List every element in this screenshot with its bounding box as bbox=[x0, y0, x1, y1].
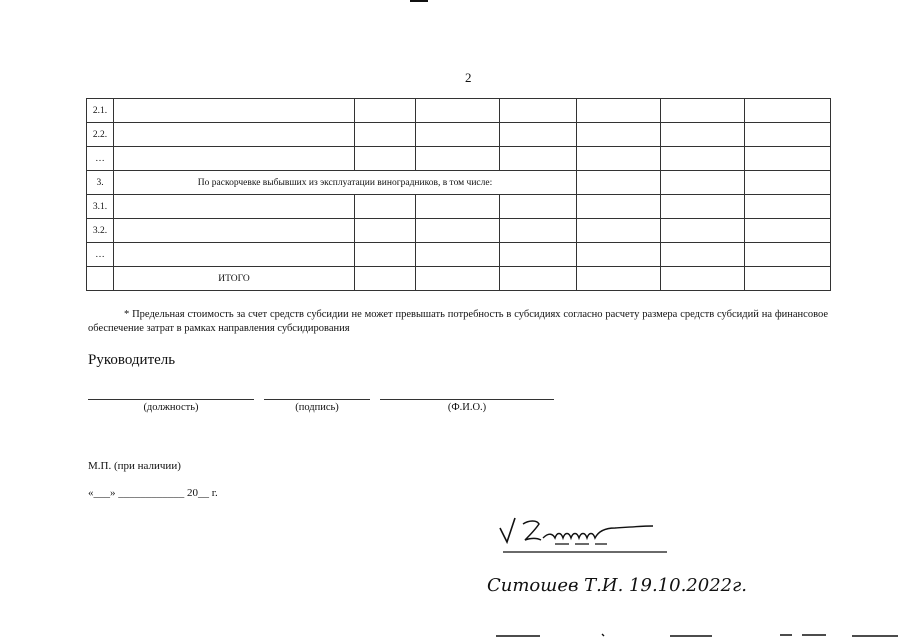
table-cell bbox=[416, 99, 500, 123]
footnote: * Предельная стоимость за счет средств субсидии не может превышать потребность в субсидиях согласно расчету размера средств субсидий на финансовое обеспечение затрат в рамках направления субсидирования bbox=[88, 309, 828, 334]
total-label: ИТОГО bbox=[114, 267, 355, 291]
table-cell bbox=[500, 123, 577, 147]
row-number: … bbox=[87, 147, 114, 171]
table-cell bbox=[745, 219, 831, 243]
table-cell bbox=[745, 147, 831, 171]
row-label bbox=[114, 123, 355, 147]
table-row bbox=[87, 123, 831, 147]
table-cell bbox=[661, 147, 745, 171]
bottom-edge-marks bbox=[490, 628, 905, 640]
table-cell bbox=[416, 195, 500, 219]
table-cell bbox=[745, 195, 831, 219]
table-cell bbox=[416, 267, 500, 291]
table-cell bbox=[745, 123, 831, 147]
row-number: 2.2. bbox=[87, 123, 114, 147]
table-cell bbox=[577, 219, 661, 243]
stamp-placeholder: М.П. (при наличии) bbox=[88, 460, 181, 472]
table-cell bbox=[661, 99, 745, 123]
table-cell bbox=[355, 123, 416, 147]
handwritten-signature bbox=[495, 510, 675, 560]
table-cell bbox=[745, 267, 831, 291]
heading-director: Руководитель bbox=[88, 352, 176, 368]
table-cell bbox=[661, 171, 745, 195]
table-cell bbox=[577, 267, 661, 291]
table-cell bbox=[661, 219, 745, 243]
signature-label: (подпись) bbox=[295, 402, 339, 413]
table-cell bbox=[661, 123, 745, 147]
position-label: (должность) bbox=[143, 402, 199, 413]
row-number bbox=[87, 267, 114, 291]
table-cell bbox=[577, 195, 661, 219]
top-edge-mark bbox=[410, 0, 428, 2]
handwritten-note bbox=[485, 565, 755, 601]
table-row bbox=[87, 267, 831, 291]
row-label bbox=[114, 195, 355, 219]
table-cell bbox=[500, 219, 577, 243]
table-cell bbox=[500, 147, 577, 171]
row-label bbox=[114, 147, 355, 171]
table-cell bbox=[577, 147, 661, 171]
position-line bbox=[88, 399, 254, 400]
table-cell bbox=[745, 171, 831, 195]
name-label: (Ф.И.О.) bbox=[447, 402, 487, 413]
table-cell bbox=[500, 267, 577, 291]
table-cell bbox=[500, 195, 577, 219]
subsidy-table bbox=[86, 98, 831, 291]
table-cell bbox=[577, 243, 661, 267]
table-cell bbox=[416, 219, 500, 243]
section-label: По раскорчевке выбывших из эксплуатации виноградников, в том числе: bbox=[114, 171, 577, 195]
table-row bbox=[87, 147, 831, 171]
row-number: 3. bbox=[87, 171, 114, 195]
table-cell bbox=[500, 243, 577, 267]
table-cell bbox=[577, 99, 661, 123]
table-cell bbox=[500, 99, 577, 123]
table-cell bbox=[661, 243, 745, 267]
table-cell bbox=[355, 195, 416, 219]
row-number: 3.2. bbox=[87, 219, 114, 243]
row-label bbox=[114, 219, 355, 243]
table-cell bbox=[355, 99, 416, 123]
page-number: 2 bbox=[465, 70, 472, 85]
row-label bbox=[114, 99, 355, 123]
table-cell bbox=[355, 267, 416, 291]
date-line: «___» ____________ 20__ г. bbox=[88, 487, 218, 499]
table-cell bbox=[745, 99, 831, 123]
table-row bbox=[87, 171, 831, 195]
row-number: 3.1. bbox=[87, 195, 114, 219]
table-row bbox=[87, 195, 831, 219]
table-row bbox=[87, 219, 831, 243]
table-cell bbox=[577, 171, 661, 195]
table-cell bbox=[661, 267, 745, 291]
table-cell bbox=[416, 147, 500, 171]
table-cell bbox=[577, 123, 661, 147]
table-cell bbox=[355, 147, 416, 171]
row-label bbox=[114, 243, 355, 267]
signature-line bbox=[264, 399, 370, 400]
table-cell bbox=[355, 243, 416, 267]
table-row bbox=[87, 243, 831, 267]
table-row bbox=[87, 99, 831, 123]
table-cell bbox=[355, 219, 416, 243]
table-cell bbox=[661, 195, 745, 219]
table-cell bbox=[416, 243, 500, 267]
name-line bbox=[380, 399, 554, 400]
row-number: 2.1. bbox=[87, 99, 114, 123]
table-cell bbox=[416, 123, 500, 147]
row-number: … bbox=[87, 243, 114, 267]
handwritten-note-text: Cитошев Т.И. 19.10.2022г. bbox=[487, 575, 747, 596]
table-cell bbox=[745, 243, 831, 267]
